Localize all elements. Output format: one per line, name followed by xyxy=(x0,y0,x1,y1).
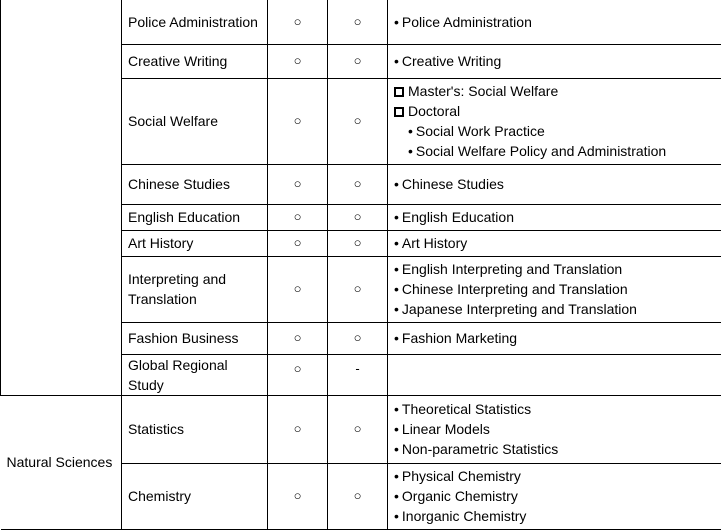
detail-item: • Non-parametric Statistics xyxy=(394,439,715,459)
col1-mark: ○ xyxy=(268,230,328,256)
col2-mark: ○ xyxy=(328,78,388,164)
detail-item: • Linear Models xyxy=(394,419,715,439)
detail-item: • Japanese Interpreting and Translation xyxy=(394,299,715,319)
detail-item: • Creative Writing xyxy=(394,51,715,71)
details-cell xyxy=(388,354,721,395)
details-cell xyxy=(388,204,721,230)
program-name: Art History xyxy=(122,230,268,256)
col2-mark: ○ xyxy=(328,204,388,230)
detail-item: • Social Work Practice xyxy=(394,121,715,141)
table-row xyxy=(1,0,721,44)
detail-item: • Police Administration xyxy=(394,12,715,32)
col2-mark: ○ xyxy=(328,230,388,256)
detail-item: • English Interpreting and Translation xyxy=(394,259,715,279)
details-cell xyxy=(388,463,721,529)
program-name: English Education xyxy=(122,204,268,230)
col1-mark: ○ xyxy=(268,78,328,164)
checkbox-square-icon xyxy=(394,87,404,97)
col1-mark: ○ xyxy=(268,322,328,354)
program-name: Creative Writing xyxy=(122,44,268,78)
col2-mark: - xyxy=(328,354,388,395)
details-cell xyxy=(388,322,721,354)
section-cell-empty xyxy=(1,0,122,395)
program-name-line: Translation xyxy=(128,289,261,309)
col2-mark: ○ xyxy=(328,256,388,322)
program-name: Statistics xyxy=(122,395,268,463)
col1-mark: ○ xyxy=(268,395,328,463)
program-name: Social Welfare xyxy=(122,78,268,164)
col1-mark: ○ xyxy=(268,204,328,230)
col2-mark: ○ xyxy=(328,463,388,529)
col1-mark: ○ xyxy=(268,0,328,44)
details-cell xyxy=(388,78,721,164)
detail-item: • English Education xyxy=(394,207,715,227)
degree-item: Doctoral xyxy=(394,101,715,121)
details-cell xyxy=(388,164,721,204)
degree-item: Master's: Social Welfare xyxy=(394,81,715,101)
col1-mark: ○ xyxy=(268,164,328,204)
detail-item: • Chinese Interpreting and Translation xyxy=(394,279,715,299)
col1-mark: ○ xyxy=(268,463,328,529)
section-name: Natural Sciences xyxy=(1,395,122,529)
details-cell xyxy=(388,230,721,256)
detail-item: • Theoretical Statistics xyxy=(394,399,715,419)
program-name xyxy=(122,256,268,322)
detail-item: • Social Welfare Policy and Administration xyxy=(394,141,715,161)
details-cell xyxy=(388,256,721,322)
program-name: Global Regional Study xyxy=(122,354,268,395)
detail-item: • Art History xyxy=(394,233,715,253)
col1-mark: ○ xyxy=(268,354,328,395)
col1-mark: ○ xyxy=(268,44,328,78)
details-cell xyxy=(388,44,721,78)
col2-mark: ○ xyxy=(328,322,388,354)
detail-item: • Organic Chemistry xyxy=(394,486,715,506)
col1-mark: ○ xyxy=(268,256,328,322)
checkbox-square-icon xyxy=(394,107,404,117)
col2-mark: ○ xyxy=(328,395,388,463)
program-name: Chemistry xyxy=(122,463,268,529)
program-name: Chinese Studies xyxy=(122,164,268,204)
detail-item: • Physical Chemistry xyxy=(394,466,715,486)
table-row xyxy=(1,395,721,463)
col2-mark: ○ xyxy=(328,0,388,44)
detail-item: • Inorganic Chemistry xyxy=(394,506,715,526)
details-cell xyxy=(388,395,721,463)
col2-mark: ○ xyxy=(328,44,388,78)
detail-item: • Chinese Studies xyxy=(394,174,715,194)
program-name: Fashion Business xyxy=(122,322,268,354)
col2-mark: ○ xyxy=(328,164,388,204)
program-name: Police Administration xyxy=(122,0,268,44)
detail-item: • Fashion Marketing xyxy=(394,328,715,348)
program-name-line: Interpreting and xyxy=(128,269,261,289)
details-cell xyxy=(388,0,721,44)
